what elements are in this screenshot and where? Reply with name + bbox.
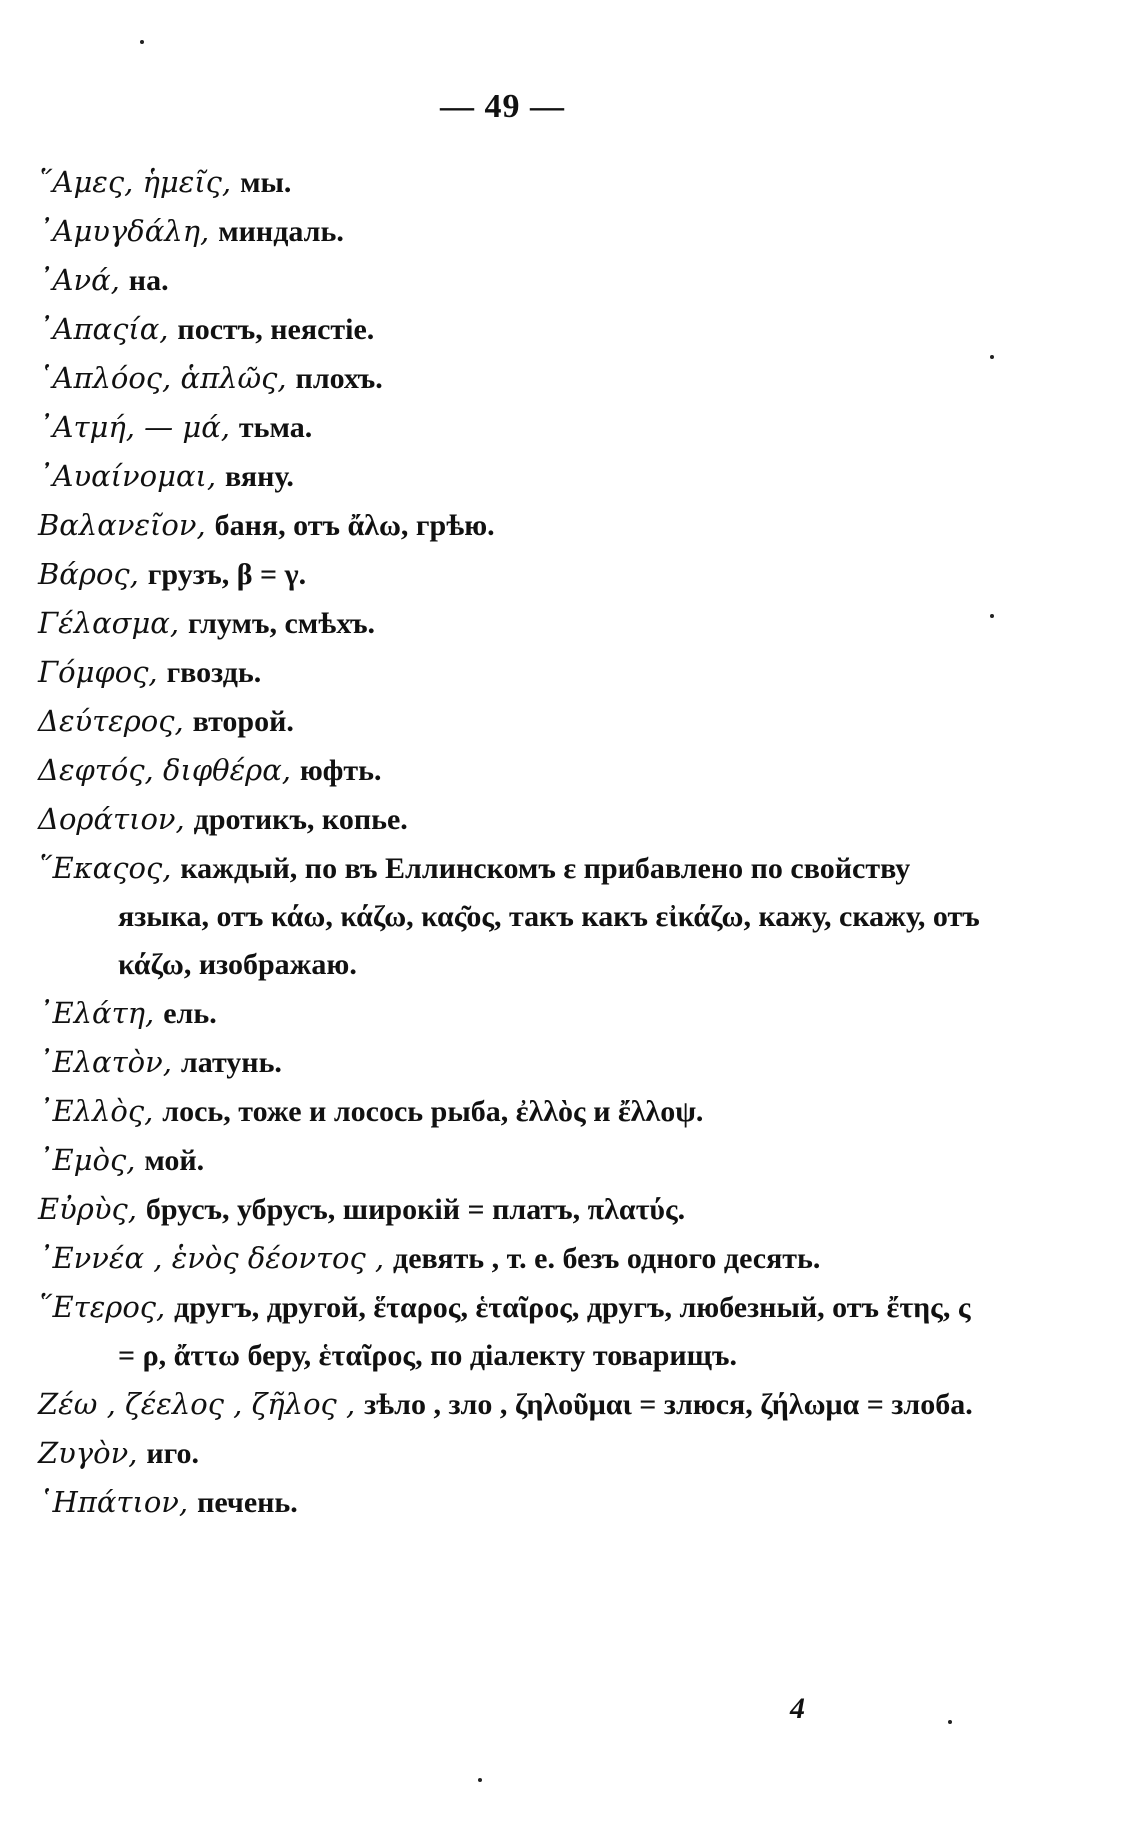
entry-greek-term: Εὐρὺς, [38, 1192, 137, 1226]
entry-greek-term: ᾿Εμὸς, [38, 1143, 136, 1177]
entry-gloss: зѣло , зло , ζηλοῦμαι = злюся, ζήλωμα = злоба. [364, 1388, 973, 1421]
dictionary-entry [38, 1283, 988, 1380]
dictionary-entry [38, 1087, 988, 1136]
entry-gloss: тьма. [238, 411, 313, 444]
dictionary-entry [38, 648, 988, 697]
print-speck [140, 40, 144, 44]
dictionary-entry [38, 550, 988, 599]
entry-gloss: второй. [192, 705, 294, 738]
entry-greek-term: Γέλασμα, [38, 606, 180, 640]
entry-gloss: юфть. [299, 754, 382, 787]
entry-gloss: плохъ. [295, 362, 383, 395]
entry-greek-term: ῞Ετερος, [38, 1290, 166, 1324]
signature-mark: 4 [790, 1692, 805, 1725]
entry-greek-term: ῾Απλόος, ἁπλῶς, [38, 361, 287, 395]
entry-gloss: на. [128, 264, 169, 297]
entry-greek-term: ᾿Ελάτη, [38, 996, 155, 1030]
dictionary-entry [38, 746, 988, 795]
entry-gloss: гвоздь. [166, 656, 262, 689]
entry-gloss: постъ, неястіе. [177, 313, 375, 346]
dictionary-entry [38, 1038, 988, 1087]
entry-greek-term: ᾿Ανά, [38, 263, 120, 297]
print-speck [990, 614, 994, 618]
entry-greek-term: Ζυγὸν, [38, 1436, 138, 1470]
dictionary-entry [38, 354, 988, 403]
dictionary-entry [38, 305, 988, 354]
entry-greek-term: ᾿Απαςία, [38, 312, 169, 346]
dictionary-entry [38, 1234, 988, 1283]
dictionary-entry [38, 1185, 988, 1234]
entry-gloss: печень. [197, 1486, 298, 1519]
dictionary-entry [38, 1136, 988, 1185]
entry-gloss: вяну. [225, 460, 294, 493]
dictionary-entry [38, 599, 988, 648]
entry-gloss: девять , т. е. безъ одного десять. [393, 1242, 821, 1275]
dictionary-entries [38, 158, 988, 1527]
entry-greek-term: ᾿Εννέα , ἑνὸς δέοντος , [38, 1241, 385, 1275]
entry-greek-term: ῞Αμες, ἡμεῖς, [38, 165, 232, 199]
entry-greek-term: ῾Ηπάτιον, [38, 1485, 189, 1519]
entry-gloss: латунь. [180, 1046, 282, 1079]
dictionary-entry [38, 697, 988, 746]
entry-greek-term: ᾿Ατμή, — μά, [38, 410, 231, 444]
dictionary-entry [38, 1429, 988, 1478]
entry-gloss: мой. [144, 1144, 205, 1177]
dictionary-entry [38, 452, 988, 501]
entry-greek-term: Δεύτερος, [38, 704, 184, 738]
entry-gloss: ель. [163, 997, 217, 1030]
entry-gloss: баня, отъ ἄλω, грѣю. [214, 509, 495, 542]
entry-greek-term: Βαλανεῖον, [38, 508, 206, 542]
page-number-header: — 49 — [440, 88, 565, 125]
entry-greek-term: ᾿Ελλὸς, [38, 1094, 154, 1128]
dictionary-entry [38, 795, 988, 844]
dictionary-entry [38, 1478, 988, 1527]
entry-gloss: грузъ, β = γ. [147, 558, 307, 591]
entry-greek-term: ᾿Αυαίνομαι, [38, 459, 217, 493]
entry-gloss: глумъ, смѣхъ. [188, 607, 376, 640]
entry-greek-term: ᾿Ελατὸν, [38, 1045, 172, 1079]
entry-gloss: каждый, по въ Еллинскомъ ε прибавлено по свойству языка, отъ κάω, κάζω, κας͂ος, такъ какъ εἰκάζω, кажу, скажу, отъ κάζω, изображаю. [118, 852, 980, 981]
dictionary-entry [38, 844, 988, 989]
dictionary-entry [38, 403, 988, 452]
entry-gloss: брусъ, убрусъ, широкій = платъ, πλατύς. [145, 1193, 686, 1226]
dictionary-entry [38, 1380, 988, 1429]
entry-greek-term: Δοράτιον, [38, 802, 185, 836]
entry-greek-term: Βάρος, [38, 557, 139, 591]
dictionary-entry [38, 989, 988, 1038]
dictionary-entry [38, 158, 988, 207]
entry-gloss: иго. [146, 1437, 199, 1470]
print-speck [990, 355, 994, 359]
dictionary-entry [38, 501, 988, 550]
dictionary-entry [38, 256, 988, 305]
print-speck [948, 1720, 952, 1724]
entry-greek-term: Δεφτός, διφθέρα, [38, 753, 291, 787]
entry-greek-term: Γόμφος, [38, 655, 158, 689]
entry-gloss: другъ, другой, ἕταρος, ἑταῖρος, другъ, любезный, отъ ἔτης, ς = ρ, ἄττω беру, ἑταῖρος, по діалекту товарищъ. [118, 1291, 971, 1372]
entry-gloss: лось, тоже и лосось рыба, ἐλλὸς и ἔλλοψ. [162, 1095, 704, 1128]
entry-greek-term: ῞Εκαςος, [38, 851, 172, 885]
entry-gloss: мы. [240, 166, 292, 199]
entry-gloss: дротикъ, копье. [193, 803, 408, 836]
entry-greek-term: ᾿Αμυγδάλη, [38, 214, 210, 248]
dictionary-entry [38, 207, 988, 256]
entry-gloss: миндаль. [218, 215, 344, 248]
print-speck [478, 1778, 482, 1782]
entry-greek-term: Ζέω , ζέελος , ζῆλος , [38, 1387, 356, 1421]
